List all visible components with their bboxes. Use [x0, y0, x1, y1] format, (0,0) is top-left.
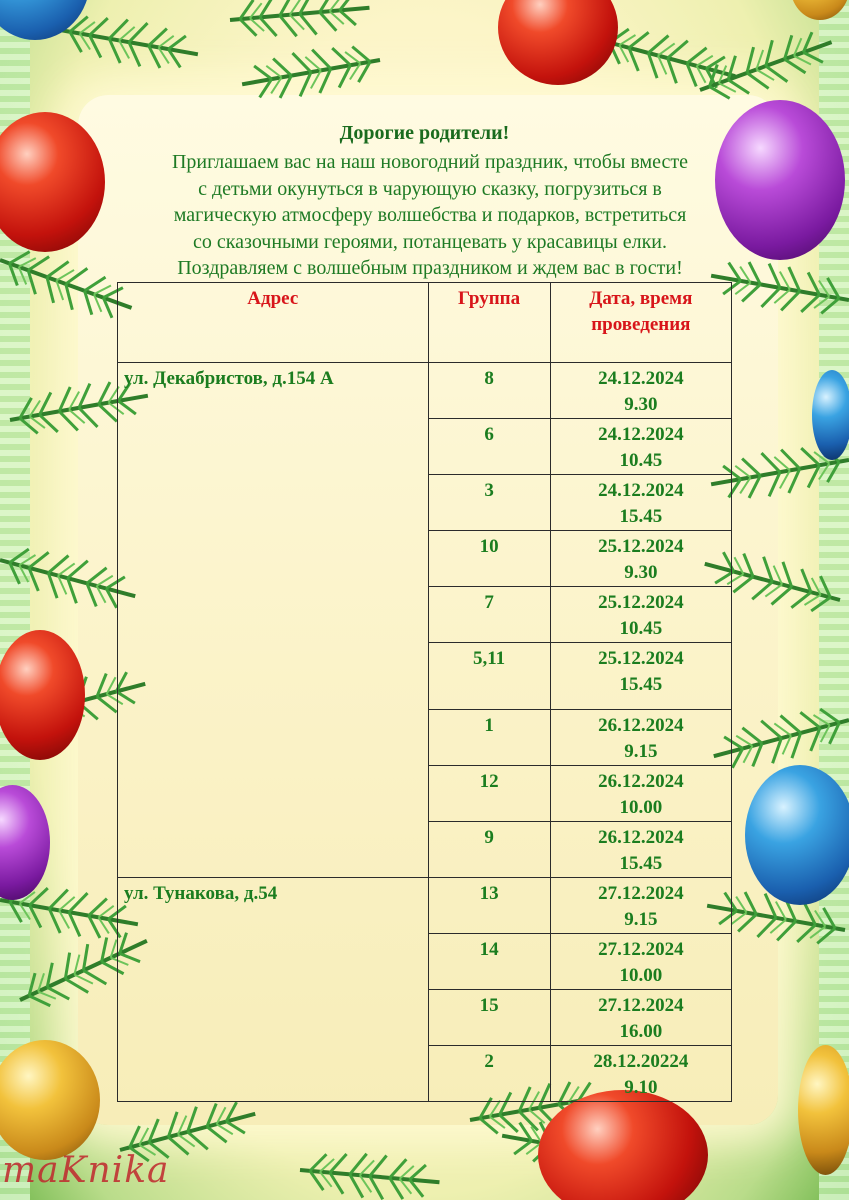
- header-address: Адрес: [118, 283, 429, 363]
- ornament-ball-gold-right-bottom: [798, 1045, 849, 1175]
- address-cell: ул. Декабристов, д.154 А: [118, 363, 429, 878]
- group-cell: 7: [428, 587, 550, 643]
- time-text: 10.45: [619, 450, 663, 471]
- group-cell: 2: [428, 1046, 550, 1102]
- date-text: 27.12.2024: [598, 883, 684, 904]
- time-text: 15.45: [619, 506, 663, 527]
- datetime-cell: [550, 363, 731, 419]
- date-text: 25.12.2024: [598, 648, 684, 669]
- intro-line: со сказочными героями, потанцевать у красавицы елки.: [192, 230, 667, 253]
- date-text: 26.12.2024: [598, 715, 684, 736]
- header-datetime: [550, 283, 731, 363]
- datetime-cell: [550, 934, 731, 990]
- time-text: 9.10: [624, 1077, 658, 1098]
- date-text: 25.12.2024: [598, 592, 684, 613]
- date-text: 25.12.2024: [598, 536, 684, 557]
- intro-line: магическую атмосферу волшебства и подарков, встретиться: [173, 204, 687, 226]
- group-cell: 5,11: [428, 643, 550, 710]
- artist-signature-watermark: maKnika: [2, 1150, 170, 1191]
- address-cell: ул. Тунакова, д.54: [118, 878, 429, 1102]
- intro-line: Поздравляем с волшебным праздником и ждем вас в гости!: [177, 257, 683, 279]
- datetime-cell: [550, 822, 731, 878]
- group-cell: 15: [428, 990, 550, 1046]
- group-cell: 8: [428, 363, 550, 419]
- time-text: 10.00: [619, 965, 663, 986]
- datetime-cell: [550, 475, 731, 531]
- intro-line: с детьми окунуться в чарующую сказку, погрузиться в: [198, 177, 662, 200]
- date-text: 26.12.2024: [598, 771, 684, 792]
- intro-line: Приглашаем вас на наш новогодний праздник, чтобы вместе: [171, 151, 689, 173]
- datetime-cell: [550, 419, 731, 475]
- date-text: 24.12.2024: [598, 424, 684, 445]
- date-text: 24.12.2024: [598, 480, 684, 501]
- datetime-cell: [550, 710, 731, 766]
- datetime-cell: [550, 643, 731, 710]
- date-text: 27.12.2024: [598, 995, 684, 1016]
- date-text: 26.12.2024: [598, 827, 684, 848]
- schedule-table: [117, 282, 732, 1102]
- group-cell: 6: [428, 419, 550, 475]
- time-text: 9.15: [624, 741, 658, 762]
- group-cell: 10: [428, 531, 550, 587]
- header-group: Группа: [428, 283, 550, 363]
- datetime-cell: [550, 766, 731, 822]
- time-text: 9.15: [624, 909, 658, 930]
- table-row: [118, 878, 732, 934]
- time-text: 16.00: [619, 1021, 663, 1042]
- datetime-cell: [550, 531, 731, 587]
- datetime-cell: [550, 878, 731, 934]
- group-cell: 12: [428, 766, 550, 822]
- datetime-cell: [550, 990, 731, 1046]
- table-header-row: [118, 283, 732, 363]
- invitation-text: [110, 149, 750, 282]
- time-text: 9.30: [624, 394, 658, 415]
- group-cell: 9: [428, 822, 550, 878]
- greeting-heading: Дорогие родители!: [339, 122, 510, 144]
- header-datetime-line: проведения: [591, 314, 691, 335]
- group-cell: 3: [428, 475, 550, 531]
- header-datetime-line: Дата, время: [589, 288, 693, 309]
- time-text: 10.00: [619, 797, 663, 818]
- group-cell: 1: [428, 710, 550, 766]
- datetime-cell: [550, 1046, 731, 1102]
- time-text: 15.45: [619, 853, 663, 874]
- group-cell: 13: [428, 878, 550, 934]
- date-text: 28.12.20224: [593, 1051, 689, 1072]
- time-text: 10.45: [619, 618, 663, 639]
- table-row: [118, 363, 732, 419]
- time-text: 9.30: [624, 562, 658, 583]
- ornament-ball-blue-right-mid: [812, 370, 849, 460]
- ornament-ball-blue-right-low: [745, 765, 849, 905]
- time-text: 15.45: [619, 674, 663, 695]
- datetime-cell: [550, 587, 731, 643]
- group-cell: 14: [428, 934, 550, 990]
- date-text: 24.12.2024: [598, 368, 684, 389]
- date-text: 27.12.2024: [598, 939, 684, 960]
